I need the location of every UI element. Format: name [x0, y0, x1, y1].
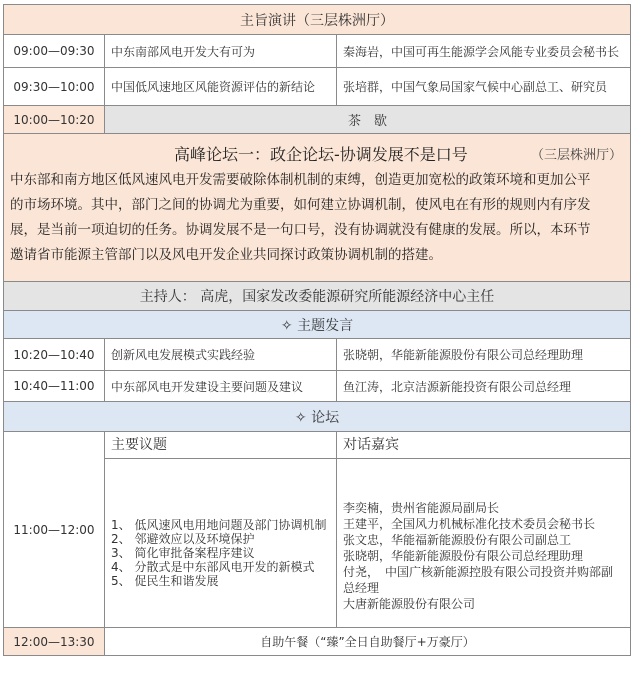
session-speaker: 秦海岩，中国可再生能源学会风能专业委员会秘书长 — [343, 44, 620, 59]
lunch-row — [4, 628, 630, 656]
keynote-header — [4, 4, 630, 35]
list-item: 1、 低风速风电用地问题及部门协调机制 — [111, 518, 327, 532]
list-item: 3、 简化审批备案程序建议 — [111, 546, 255, 560]
break-label: 茶 歇 — [105, 106, 630, 133]
theme-speech-header — [4, 311, 630, 339]
panel-header — [4, 402, 630, 432]
panel-guests-column — [337, 432, 630, 627]
break-time: 10:00—10:20 — [4, 106, 105, 133]
panel-block — [4, 432, 630, 628]
keynote-row — [4, 68, 630, 106]
keynote-row — [4, 35, 630, 68]
guests-list — [337, 459, 630, 612]
agenda-table — [3, 4, 631, 656]
panel-time: 11:00—12:00 — [4, 432, 105, 627]
lunch-label: 自助午餐（“臻”全日自助餐厅+万豪厅） — [260, 635, 475, 649]
list-item: 张晓朝，华能新能源股份有限公司总经理助理 — [343, 549, 584, 563]
list-item: 张文忠，华能福新能源股份有限公司副总工 — [343, 533, 572, 547]
theme-speech-row — [4, 339, 630, 371]
list-item: 总经理 — [343, 581, 380, 595]
list-item: 5、 促民生和谐发展 — [111, 574, 219, 588]
theme-speech-row — [4, 371, 630, 402]
host-row — [4, 282, 630, 311]
list-item: 4、 分散式是中东部风电开发的新模式 — [111, 560, 315, 574]
panel-topics-column — [105, 432, 337, 627]
topics-header: 主要议题 — [105, 432, 336, 459]
description-line: 邀请省市能源主管部门以及风电开发企业共同探讨政策协调机制的搭建。 — [10, 247, 442, 263]
forum-title-line — [4, 142, 630, 164]
session-time: 10:20—10:40 — [4, 339, 105, 370]
session-speaker: 张培群，中国气象局国家气候中心副总工、研究员 — [343, 80, 608, 94]
session-speaker: 张晓朝，华能新能源股份有限公司总经理助理 — [343, 348, 584, 362]
session-speaker: 鱼江涛，北京洁源新能投资有限公司总经理 — [343, 379, 572, 394]
forum-venue: （三层株洲厅） — [530, 148, 622, 163]
forum-description — [10, 168, 626, 268]
panel-heading: ✧ 论坛 — [294, 409, 340, 426]
lunch-time: 12:00—13:30 — [4, 628, 105, 655]
session-topic: 中东南部风电开发大有可为 — [105, 35, 337, 67]
theme-speech-heading: ✧ 主题发言 — [280, 317, 354, 334]
session-topic: 中东部风电开发建设主要问题及建议 — [105, 371, 337, 401]
guests-header: 对话嘉宾 — [337, 432, 630, 459]
session-time: 09:00—09:30 — [4, 35, 105, 67]
description-line: 中东部和南方地区低风速风电开发需要破除体制机制的束缚，创造更加宽松的政策环境和更加公平 — [10, 172, 591, 188]
forum-title: 高峰论坛一：政企论坛-协调发展不是口号 — [174, 145, 468, 164]
host-text: 主持人： 高虎，国家发改委能源研究所能源经济中心主任 — [139, 289, 495, 305]
topics-list — [105, 459, 336, 588]
session-topic: 中国低风速地区风能资源评估的新结论 — [105, 68, 337, 105]
list-item: 付尧， 中国广核新能源控股有限公司投资并购部副 — [343, 565, 614, 579]
list-item: 王建平，全国风力机械标准化技术委员会秘书长 — [343, 517, 596, 531]
tea-break-row — [4, 106, 630, 134]
session-time: 09:30—10:00 — [4, 68, 105, 105]
session-time: 10:40—11:00 — [4, 371, 105, 401]
list-item: 李奕楠，贵州省能源局副局长 — [343, 501, 500, 515]
forum-block — [4, 134, 630, 282]
session-topic: 创新风电发展模式实践经验 — [105, 339, 337, 370]
list-item: 2、 邻避效应以及环境保护 — [111, 532, 255, 546]
keynote-title: 主旨演讲（三层株洲厅） — [240, 12, 394, 29]
list-item: 大唐新能源股份有限公司 — [343, 597, 476, 611]
description-line: 的市场环境。其中，部门之间的协调尤为重要，如何建立协调机制，使风电在有形的规则内有序发 — [10, 197, 591, 213]
description-line: 展，是当前一项迫切的任务。协调发展不是一句口号，没有协调就没有健康的发展。所以，本环节 — [10, 222, 591, 238]
